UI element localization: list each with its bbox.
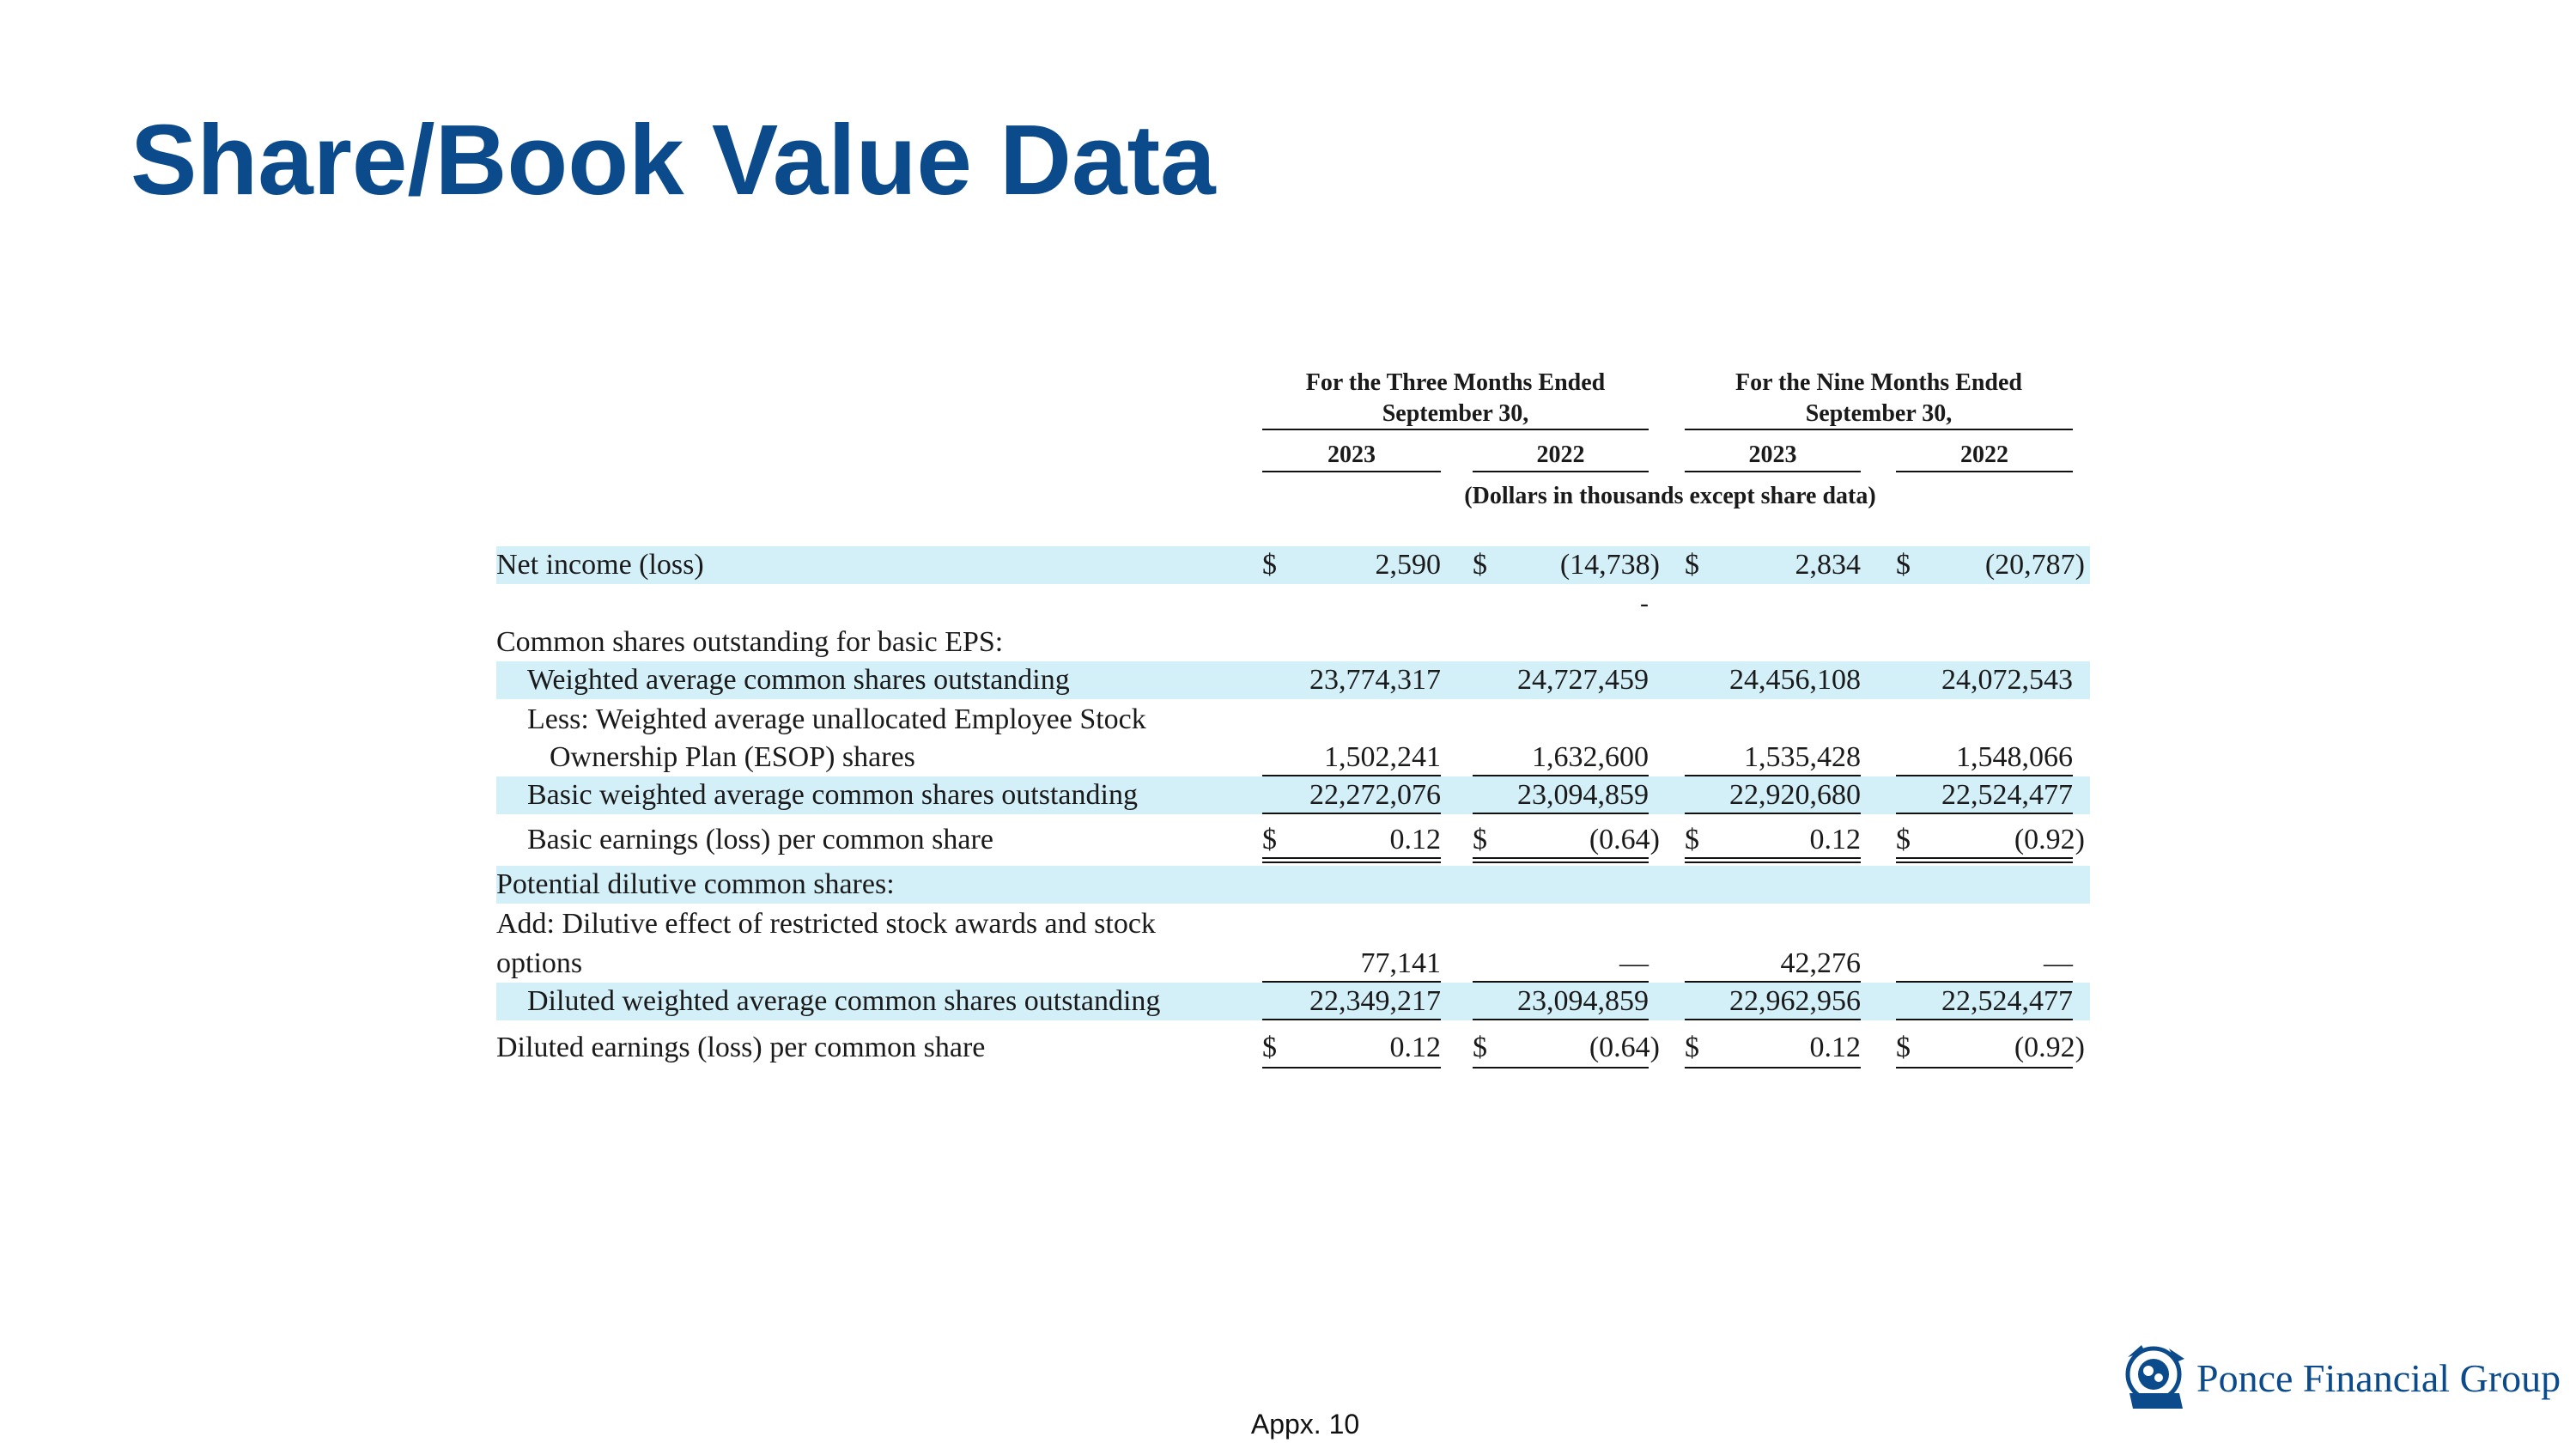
units-note: (Dollars in thousands except share data): [1464, 483, 1876, 509]
cell-double-underline: [1896, 861, 2073, 863]
ponce-seal-icon: [2119, 1340, 2191, 1417]
cell-value: 23,094,859: [1517, 985, 1649, 1017]
cell-value: 1,632,600: [1532, 741, 1649, 773]
cell-value: 2,834: [1795, 549, 1861, 581]
cell-underline: [1685, 775, 1861, 776]
year-underline: [1262, 471, 1441, 472]
section-heading-basic: Common shares outstanding for basic EPS:: [496, 626, 1004, 658]
cell-value: 77,141: [1360, 947, 1441, 979]
cell-underline: [1896, 981, 2073, 983]
cell-value: —: [2044, 947, 2073, 979]
currency-symbol: $: [1473, 824, 1487, 855]
row-label: Net income (loss): [496, 549, 704, 581]
cell-underline: [1685, 981, 1861, 983]
cell-underline: [1262, 1067, 1441, 1068]
year-header: 2023: [1327, 441, 1376, 468]
cell-underline: [1896, 813, 2073, 814]
cell-value: 22,349,217: [1309, 985, 1441, 1017]
cell-value: —: [1619, 947, 1649, 979]
year-underline: [1896, 471, 2073, 472]
year-header: 2022: [1536, 441, 1585, 468]
cell-value: 42,276: [1780, 947, 1861, 979]
currency-symbol: $: [1896, 549, 1911, 581]
currency-symbol: $: [1685, 824, 1699, 855]
cell-value: 24,727,459: [1517, 664, 1649, 696]
cell-value: 24,072,543: [1941, 664, 2073, 696]
cell-value: (14,738): [1559, 549, 1660, 581]
section-heading-dilutive: Potential dilutive common shares:: [496, 868, 895, 900]
currency-symbol: $: [1473, 549, 1487, 581]
row-label: Basic weighted average common shares outstanding: [527, 779, 1138, 811]
cell-double-underline: [1685, 861, 1861, 863]
cell-double-underline: [1473, 861, 1649, 863]
cell-value: 1,548,066: [1956, 741, 2073, 773]
cell-value: (0.92): [2014, 824, 2085, 855]
header-underline: [1262, 429, 1649, 430]
row-label: Diluted weighted average common shares outstanding: [527, 985, 1161, 1017]
company-logo: [2119, 1340, 2561, 1417]
cell-underline: [1473, 1067, 1649, 1068]
cell-value: 23,094,859: [1517, 779, 1649, 811]
cell-underline: [1896, 775, 2073, 776]
page-footer: Appx. 10: [1250, 1409, 1360, 1440]
cell-value: 23,774,317: [1309, 664, 1441, 696]
cell-underline: [1685, 813, 1861, 814]
currency-symbol: $: [1896, 1032, 1911, 1063]
header-underline: [1685, 429, 2073, 430]
currency-symbol: $: [1262, 1032, 1277, 1063]
logo-text: Ponce Financial Group: [2196, 1356, 2561, 1400]
cell-value: (20,787): [1984, 549, 2085, 581]
currency-symbol: $: [1896, 824, 1911, 855]
cell-value: 22,524,477: [1941, 985, 2073, 1017]
three-months-header-line1: For the Three Months Ended: [1305, 369, 1606, 396]
cell-double-underline: [1262, 857, 1441, 859]
row-label-line2: options: [496, 947, 583, 979]
cell-underline: [1896, 1019, 2073, 1020]
row-label: Diluted earnings (loss) per common share: [496, 1032, 986, 1063]
cell-underline: [1896, 1067, 2073, 1068]
row-label-line1: Add: Dilutive effect of restricted stock awards and stock: [496, 908, 1156, 940]
three-months-header-line2: September 30,: [1382, 400, 1529, 427]
row-label: Weighted average common shares outstanding: [527, 664, 1070, 696]
currency-symbol: $: [1473, 1032, 1487, 1063]
year-underline: [1685, 471, 1861, 472]
year-header: 2022: [1960, 441, 2008, 468]
currency-symbol: $: [1262, 824, 1277, 855]
cell-double-underline: [1896, 857, 2073, 859]
currency-symbol: $: [1262, 549, 1277, 581]
cell-underline: [1262, 813, 1441, 814]
stray-mark: -: [1640, 589, 1649, 618]
cell-underline: [1685, 1019, 1861, 1020]
cell-double-underline: [1685, 857, 1861, 859]
cell-double-underline: [1473, 857, 1649, 859]
cell-value: (0.92): [2014, 1032, 2085, 1063]
cell-underline: [1473, 981, 1649, 983]
cell-underline: [1262, 1019, 1441, 1020]
page-title: Share/Book Value Data: [131, 104, 1216, 216]
cell-value: 0.12: [1389, 824, 1441, 855]
cell-value: 22,962,956: [1729, 985, 1861, 1017]
cell-double-underline: [1262, 861, 1441, 863]
cell-value: (0.64): [1589, 1032, 1660, 1063]
cell-value: 24,456,108: [1729, 664, 1861, 696]
cell-value: 0.12: [1809, 1032, 1861, 1063]
year-underline: [1473, 471, 1649, 472]
cell-value: 2,590: [1375, 549, 1441, 581]
cell-value: 22,524,477: [1941, 779, 2073, 811]
cell-underline: [1473, 775, 1649, 776]
nine-months-header-line1: For the Nine Months Ended: [1735, 369, 2022, 396]
row-label: Basic earnings (loss) per common share: [527, 824, 993, 855]
row-label-line1: Less: Weighted average unallocated Employee Stock: [527, 703, 1146, 735]
cell-underline: [1262, 775, 1441, 776]
cell-underline: [1685, 1067, 1861, 1068]
cell-value: 1,535,428: [1744, 741, 1861, 773]
nine-months-header: [1685, 368, 2073, 429]
cell-value: (0.64): [1589, 824, 1660, 855]
cell-underline: [1262, 981, 1441, 983]
cell-underline: [1473, 813, 1649, 814]
three-months-header: [1262, 368, 1649, 429]
cell-value: 0.12: [1809, 824, 1861, 855]
cell-value: 1,502,241: [1324, 741, 1441, 773]
currency-symbol: $: [1685, 549, 1699, 581]
row-label-line2: Ownership Plan (ESOP) shares: [550, 741, 915, 773]
nine-months-header-line2: September 30,: [1805, 400, 1953, 427]
cell-value: 0.12: [1389, 1032, 1441, 1063]
cell-value: 22,272,076: [1309, 779, 1441, 811]
year-header: 2023: [1748, 441, 1797, 468]
currency-symbol: $: [1685, 1032, 1699, 1063]
cell-value: 22,920,680: [1729, 779, 1861, 811]
cell-underline: [1473, 1019, 1649, 1020]
